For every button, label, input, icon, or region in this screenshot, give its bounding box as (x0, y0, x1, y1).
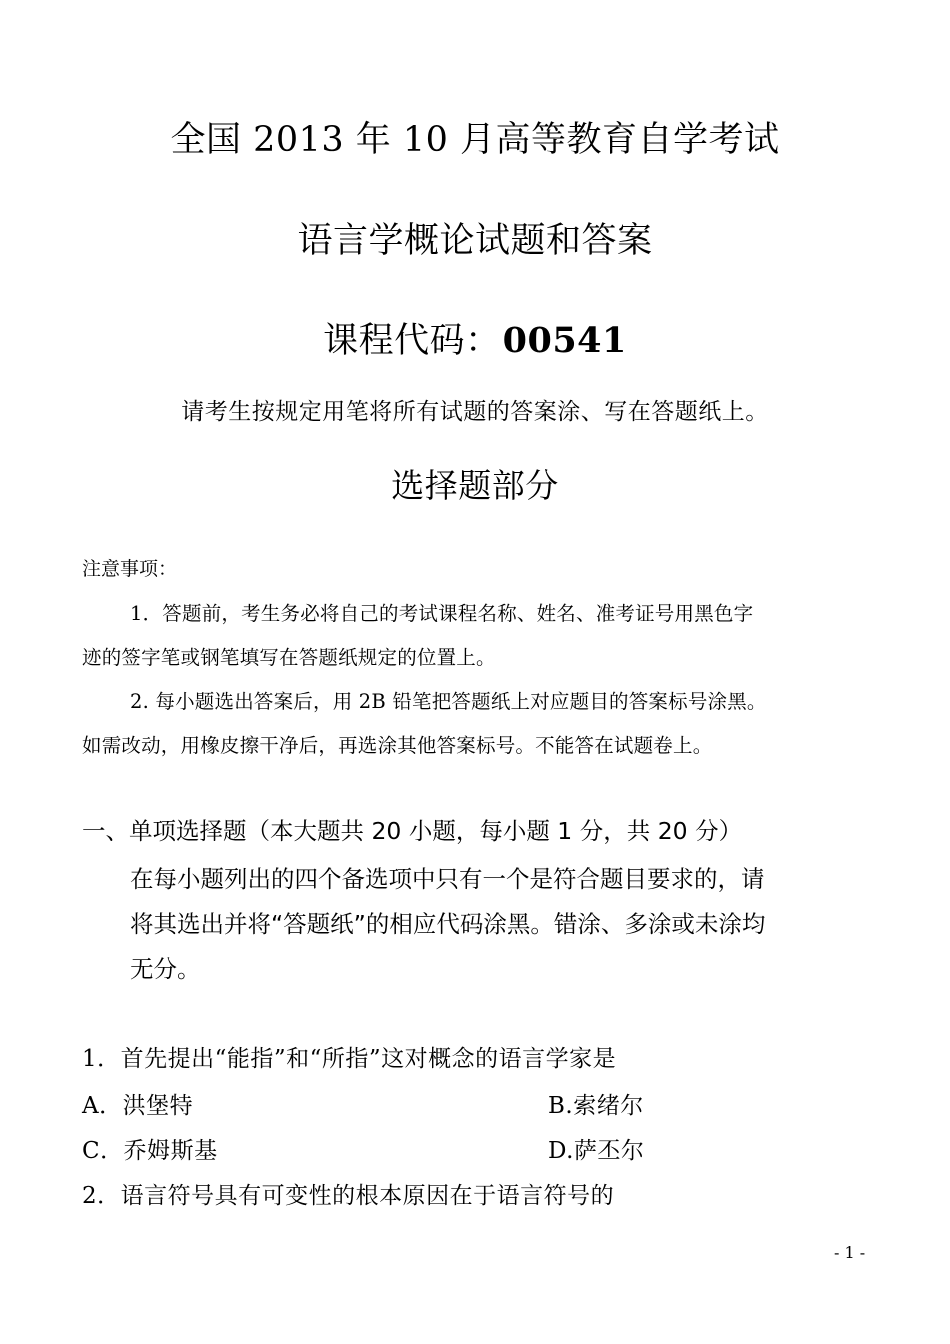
notes-heading: 注意事项： (82, 558, 178, 580)
course-code-label: 课程代码： (323, 321, 501, 361)
notes-item2-line1: 2. 每小题选出答案后，用 2B 铅笔把答题纸上对应题目的答案标号涂黑。 (130, 690, 767, 713)
question-1-option-a: A．洪堡特 (82, 1093, 194, 1119)
part1-instruction-line1: 在每小题列出的四个备选项中只有一个是符合题目要求的，请 (130, 865, 765, 893)
part1-instruction-line2: 将其选出并将“答题纸”的相应代码涂黑。错涂、多涂或未涂均 (130, 910, 766, 938)
question-1-option-d: D.萨丕尔 (548, 1138, 645, 1164)
question-2-stem: 2．语言符号具有可变性的根本原因在于语言符号的 (82, 1183, 615, 1209)
exam-title-line2: 语言学概论试题和答案 (297, 221, 653, 261)
part1-instruction-line3: 无分。 (130, 955, 201, 983)
question-1-stem: 1．首先提出“能指”和“所指”这对概念的语言学家是 (82, 1046, 617, 1072)
course-code-line (0, 313, 950, 363)
exam-instruction: 请考生按规定用笔将所有试题的答案涂、写在答题纸上。 (181, 399, 769, 425)
exam-title-line1: 全国 2013 年 10 月高等教育自学考试 (170, 120, 780, 160)
page-number: - 1 - (834, 1243, 866, 1262)
part1-heading: 一、单项选择题（本大题共 20 小题，每小题 1 分，共 20 分） (82, 817, 743, 845)
course-code: 00541 (502, 320, 627, 361)
section-title: 选择题部分 (391, 466, 559, 505)
question-1-option-c: C．乔姆斯基 (82, 1138, 218, 1164)
notes-item2-line2: 如需改动，用橡皮擦干净后，再选涂其他答案标号。不能答在试题卷上。 (82, 734, 713, 757)
notes-item1-line2: 迹的签字笔或钢笔填写在答题纸规定的位置上。 (82, 646, 496, 669)
question-1-option-b: B.索绪尔 (548, 1093, 644, 1119)
notes-item1-line1: 1．答题前，考生务必将自己的考试课程名称、姓名、准考证号用黑色字 (130, 602, 754, 625)
